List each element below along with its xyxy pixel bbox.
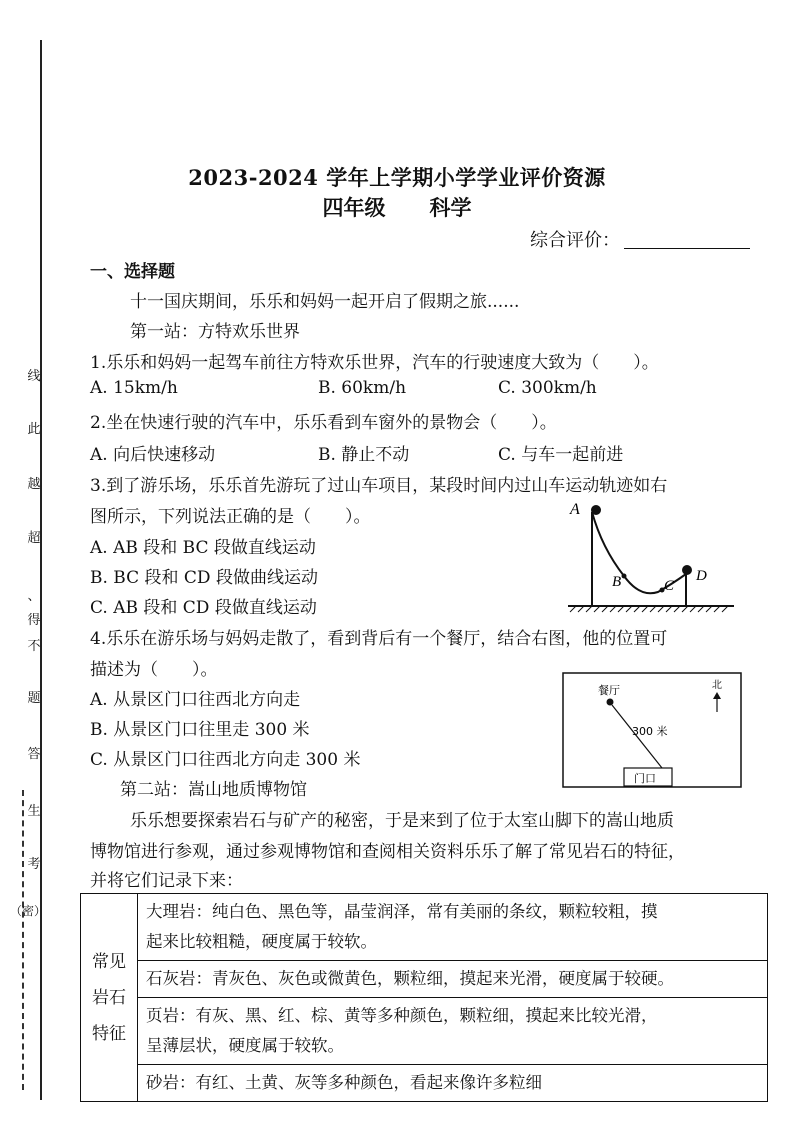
- museum-paragraph-line: 乐乐想要探索岩石与矿产的秘密，于是来到了位于太室山脚下的嵩山地质: [130, 811, 674, 831]
- table-row: [81, 998, 768, 1065]
- grade-label: 四年级: [322, 195, 386, 220]
- intro-text: 十一国庆期间，乐乐和妈妈一起开启了假期之旅......: [130, 292, 520, 312]
- marble-text: 大理岩：纯白色、黑色等，晶莹润泽，常有美丽的条纹，颗粒较粗，摸: [146, 902, 658, 921]
- north-arrow-icon: [713, 692, 721, 699]
- marble-text-cont: 起来比较粗糙，硬度属于较软。: [146, 932, 377, 951]
- binding-char: 不: [27, 639, 41, 654]
- sandstone-cell: 砂岩：有红、土黄、灰等多种颜色，看起来像许多粒细: [138, 1065, 768, 1102]
- option-b[interactable]: B. 60km/h: [318, 378, 407, 398]
- restaurant-label: 餐厅: [598, 684, 620, 697]
- point-b-dot: [622, 574, 627, 579]
- option-c[interactable]: C. 从景区门口往西北方向走 300 米: [90, 750, 361, 770]
- restaurant-dot: [607, 699, 614, 706]
- label-d: D: [696, 568, 707, 584]
- option-c[interactable]: C. AB 段和 CD 段做直线运动: [90, 598, 317, 618]
- table-row: [81, 894, 768, 961]
- label-b: B: [612, 574, 622, 590]
- binding-seal: （密）: [10, 904, 47, 918]
- question-4-stem-cont: 描述为（ ）。: [90, 660, 218, 680]
- north-label: 北: [712, 680, 722, 691]
- point-d-dot: [682, 565, 692, 575]
- exam-title: 2023-2024 学年上学期小学学业评价资源: [188, 165, 606, 190]
- rock-features-table: [80, 893, 768, 1102]
- binding-char: 超: [27, 531, 41, 546]
- option-b[interactable]: B. 从景区门口往里走 300 米: [90, 720, 310, 740]
- shale-text: 页岩：有灰、黑、红、棕、黄等多种颜色，颗粒细，摸起来比较光滑，: [146, 1006, 658, 1025]
- head-line: 岩石: [92, 987, 126, 1008]
- station-1-title: 第一站：方特欢乐世界: [130, 322, 300, 342]
- binding-char: 线: [27, 369, 41, 384]
- option-a[interactable]: A. AB 段和 BC 段做直线运动: [90, 538, 316, 558]
- museum-paragraph-line: 并将它们记录下来：: [90, 871, 243, 891]
- binding-char: 考: [27, 857, 41, 872]
- head-line: 常见: [92, 951, 126, 972]
- limestone-cell: 石灰岩：青灰色、灰色或微黄色，颗粒细，摸起来光滑，硬度属于较硬。: [138, 961, 768, 998]
- binding-char: 答: [27, 747, 41, 762]
- subject-label: 科学: [429, 195, 472, 220]
- museum-paragraph-line: 博物馆进行参观，通过参观博物馆和查阅相关资料乐乐了解了常见岩石的特征，: [90, 842, 685, 862]
- head-line: 特征: [92, 1023, 126, 1044]
- option-c[interactable]: C. 300km/h: [498, 378, 597, 398]
- station-2-title: 第二站：嵩山地质博物馆: [120, 780, 307, 800]
- option-a[interactable]: A. 15km/h: [90, 378, 178, 398]
- table-row: [81, 961, 768, 998]
- shale-text-cont: 呈薄层状，硬度属于较软。: [146, 1036, 344, 1055]
- binding-char: 、: [27, 589, 41, 604]
- binding-dashed-line: [22, 790, 24, 1090]
- shale-cell: [138, 998, 768, 1065]
- binding-char: 得: [27, 613, 41, 628]
- roller-coaster-diagram: [562, 498, 742, 614]
- option-c[interactable]: C. 与车一起前进: [498, 445, 624, 465]
- question-2-stem: 2.坐在快速行驶的汽车中，乐乐看到车窗外的景物会（ ）。: [90, 413, 557, 433]
- binding-char: 生: [27, 804, 41, 819]
- section-heading: 一、选择题: [90, 262, 175, 282]
- evaluation-blank[interactable]: [624, 230, 750, 249]
- point-a-dot: [591, 505, 601, 515]
- question-3-stem: 3.到了游乐场，乐乐首先游玩了过山车项目，某段时间内过山车运动轨迹如右: [90, 476, 668, 496]
- binding-char: 越: [27, 477, 41, 492]
- distance-label: 300 米: [632, 725, 668, 738]
- question-1-stem: 1.乐乐和妈妈一起驾车前往方特欢乐世界，汽车的行驶速度大致为（ ）。: [90, 353, 659, 373]
- label-c: C: [664, 578, 675, 594]
- question-4-stem: 4.乐乐在游乐场与妈妈走散了，看到背后有一个餐厅，结合右图，他的位置可: [90, 629, 668, 649]
- binding-char: 此: [27, 422, 41, 437]
- option-b[interactable]: B. 静止不动: [318, 445, 410, 465]
- question-3-stem-cont: 图所示，下列说法正确的是（ ）。: [90, 507, 371, 527]
- table-row: [81, 1065, 768, 1102]
- option-a[interactable]: A. 向后快速移动: [90, 445, 216, 465]
- evaluation-label: 综合评价：: [530, 230, 620, 251]
- location-map: [562, 672, 742, 788]
- option-b[interactable]: B. BC 段和 CD 段做曲线运动: [90, 568, 318, 588]
- evaluation-field: [530, 226, 750, 252]
- gate-label: 门口: [634, 772, 656, 785]
- option-a[interactable]: A. 从景区门口往西北方向走: [90, 690, 301, 710]
- table-head-cell: [81, 894, 138, 1102]
- label-a: A: [570, 501, 580, 518]
- exam-subtitle: [0, 192, 794, 222]
- marble-cell: [138, 894, 768, 961]
- binding-char: 题: [27, 691, 41, 706]
